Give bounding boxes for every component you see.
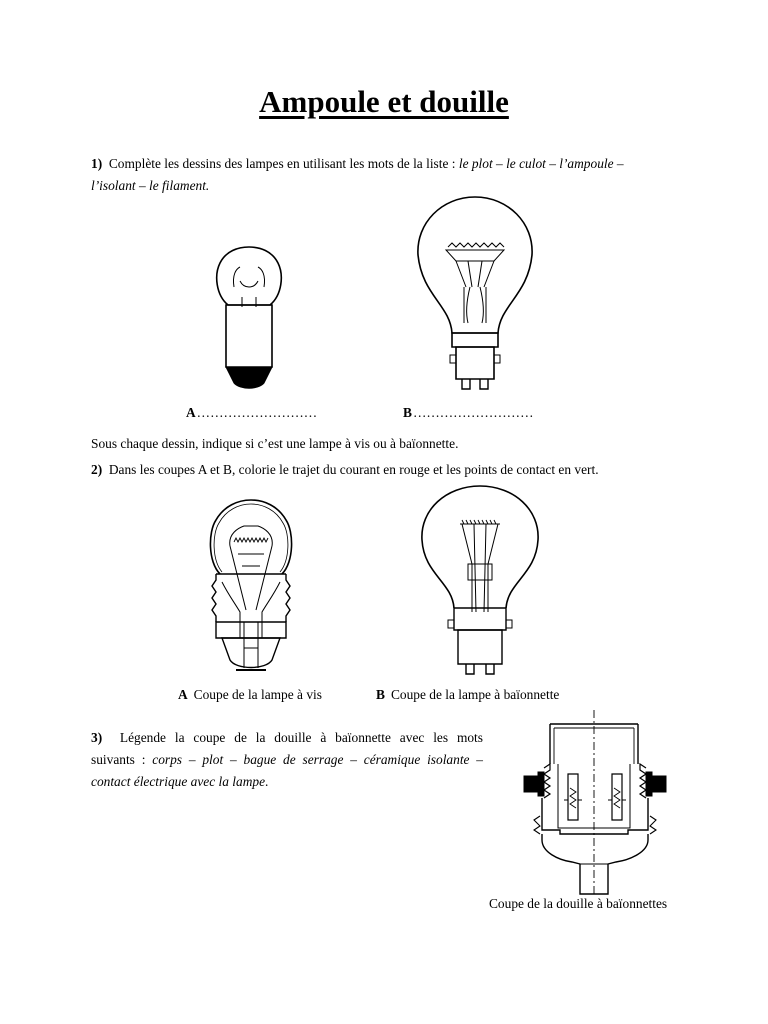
label-a-blank[interactable]: ……………………… (196, 405, 318, 420)
question-1 (91, 153, 681, 197)
question-3-number: 3) (91, 730, 103, 745)
label-b (403, 405, 533, 421)
label-a-letter: A (186, 405, 196, 420)
caption-b-letter: B (376, 687, 385, 702)
question-1-words-line1: le plot – le culot – l’ampoule – (458, 156, 624, 171)
question-3-text-line1: Légende la coupe de la douille à baïonnette avec les mots (119, 730, 483, 745)
bayonet-lamp-cross-section (418, 484, 542, 680)
caption-a-text: Coupe de la lampe à vis (193, 687, 322, 702)
caption-a-letter: A (178, 687, 188, 702)
question-2 (91, 459, 691, 481)
question-1-text: Complète les dessins des lampes en utilisant les mots de la liste : (108, 156, 456, 171)
question-2-number: 2) (91, 462, 103, 477)
label-a (186, 405, 317, 421)
bayonet-lamp-drawing (414, 195, 536, 393)
screw-lamp-cross-section (208, 498, 294, 680)
label-b-letter: B (403, 405, 412, 420)
question-3-end: . (265, 774, 269, 789)
caption-b-text: Coupe de la lampe à baïonnette (390, 687, 560, 702)
question-3-words-line3: contact électrique avec la lampe (91, 774, 266, 789)
question-1-number: 1) (91, 156, 103, 171)
question-2-text: Dans les coupes A et B, colorie le trajet du courant en rouge et les points de contact en vert. (108, 462, 599, 477)
screw-lamp-drawing (212, 245, 286, 393)
caption-b (376, 687, 559, 703)
question-3-words-line2: corps – plot – bague de serrage – céramique isolante – (152, 752, 483, 767)
socket-caption: Coupe de la douille à baïonnettes (489, 896, 668, 911)
bayonet-socket-cross-section (520, 710, 670, 896)
question-3-line3 (91, 771, 268, 793)
caption-a (178, 687, 322, 703)
label-b-blank[interactable]: ……………………… (412, 405, 534, 420)
page-title: Ampoule et douille (259, 84, 509, 119)
instruction-text: Sous chaque dessin, indique si c’est une lampe à vis ou à baïonnette. (91, 436, 459, 451)
question-3-prefix: suivants : (91, 752, 146, 767)
question-1-words-line2: l’isolant – le filament. (91, 178, 210, 193)
question-3 (91, 727, 483, 749)
question-3-line2 (91, 749, 483, 771)
